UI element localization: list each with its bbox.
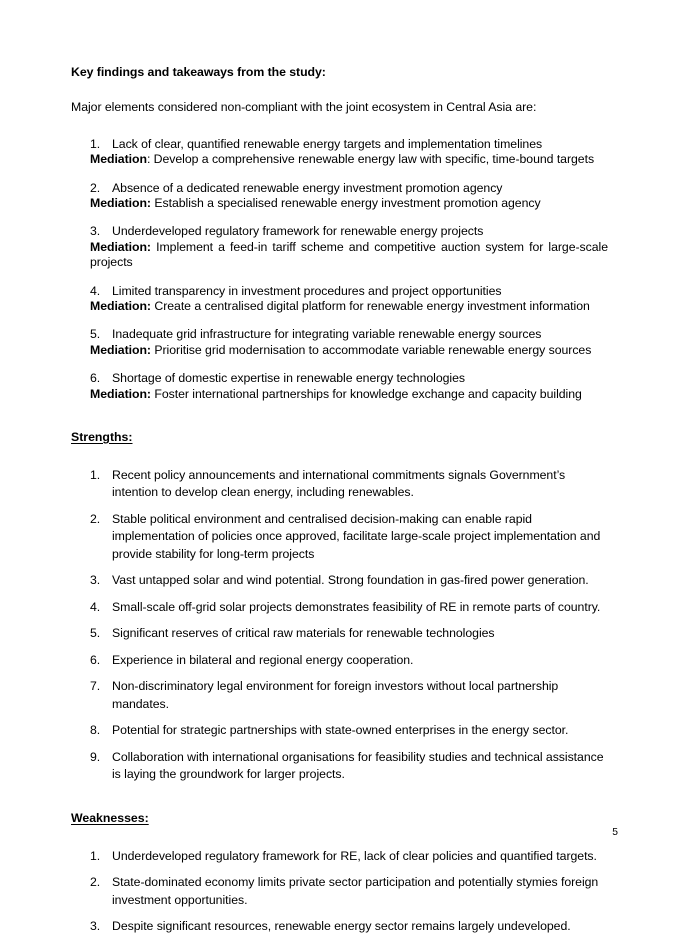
- list-item: [71, 722, 608, 740]
- list-item-number: 8.: [90, 723, 101, 738]
- list-item-text: Non-discriminatory legal environment for foreign investors without local partnership mandates.: [112, 679, 559, 711]
- finding-title: Inadequate grid infrastructure for integrating variable renewable energy sources: [112, 327, 542, 342]
- list-item-number: 1.: [90, 136, 101, 151]
- list-item: [71, 918, 608, 936]
- mediation-label: Mediation:: [90, 298, 151, 313]
- list-item: [71, 678, 608, 713]
- list-item-text: Collaboration with international organisations for feasibility studies and technical assistance is laying the groundwork for larger projects.: [112, 749, 604, 782]
- page-number: 5: [612, 826, 618, 838]
- weaknesses-list: [71, 848, 608, 936]
- spacer: [71, 827, 608, 848]
- list-item: [71, 284, 608, 314]
- weaknesses-heading: Weaknesses:: [71, 810, 149, 825]
- list-item-number: 5.: [90, 626, 101, 641]
- mediation-label: Mediation:: [90, 239, 151, 254]
- list-item: [71, 137, 608, 167]
- finding-title: Limited transparency in investment procedures and project opportunities: [112, 283, 502, 298]
- list-item: [71, 848, 608, 866]
- mediation-label: Mediation:: [90, 195, 151, 210]
- mediation-text: Implement a feed-in tariff scheme and competitive auction system for large-scale projects: [90, 239, 608, 269]
- list-item-number: 7.: [90, 679, 101, 694]
- list-item: [71, 572, 608, 590]
- list-item: [71, 224, 608, 270]
- list-item: [71, 181, 608, 211]
- list-item-number: 3.: [90, 573, 101, 588]
- list-item: [71, 749, 608, 784]
- list-item-number: 2.: [90, 511, 101, 526]
- list-item-number: 4.: [90, 283, 101, 298]
- spacer: [71, 784, 608, 809]
- page-title: Key findings and takeaways from the study:: [71, 65, 326, 79]
- list-item-number: 5.: [90, 327, 101, 342]
- mediation-text: Establish a specialised renewable energy investment promotion agency: [154, 195, 541, 210]
- list-item-text: Vast untapped solar and wind potential. Strong foundation in gas-fired power generation.: [112, 573, 589, 588]
- list-item: [71, 511, 608, 564]
- list-item-text: Despite significant resources, renewable energy sector remains largely undeveloped.: [112, 919, 571, 934]
- mediation-text: Develop a comprehensive renewable energy law with specific, time-bound targets: [153, 151, 595, 166]
- weaknesses-heading-block: [71, 809, 608, 827]
- list-item-number: 1.: [90, 848, 101, 863]
- list-item-text: Experience in bilateral and regional energy cooperation.: [112, 652, 414, 667]
- intro-paragraph: Major elements considered non-compliant with the joint ecosystem in Central Asia are:: [71, 100, 537, 115]
- list-item-number: 3.: [90, 224, 101, 239]
- list-item: [71, 652, 608, 670]
- spacer: [71, 446, 608, 467]
- mediation-label: Mediation: [90, 151, 147, 166]
- list-item: [71, 599, 608, 617]
- finding-mediation: [90, 152, 608, 167]
- document-body: [71, 66, 608, 936]
- list-item-text: Small-scale off-grid solar projects demonstrates feasibility of RE in remote parts of country.: [112, 599, 601, 614]
- spacer: [71, 402, 608, 428]
- mediation-label: Mediation:: [90, 342, 151, 357]
- finding-title: Absence of a dedicated renewable energy investment promotion agency: [112, 180, 503, 195]
- finding-title: Underdeveloped regulatory framework for renewable energy projects: [112, 224, 484, 239]
- strengths-list: [71, 467, 608, 784]
- list-item: [71, 625, 608, 643]
- list-item-text: State-dominated economy limits private sector participation and potentially stymies foreign investment opportunities.: [112, 875, 599, 907]
- mediation-text: Foster international partnerships for knowledge exchange and capacity building: [154, 386, 582, 401]
- strengths-heading: Strengths:: [71, 429, 133, 444]
- findings-list: [71, 137, 608, 402]
- list-item-text: Recent policy announcements and international commitments signals Government’s intention to develop clean energy, including renewables.: [112, 467, 566, 500]
- list-item-number: 1.: [90, 467, 101, 482]
- finding-mediation: [90, 196, 608, 211]
- list-item-text: Stable political environment and centralised decision-making can enable rapid implementation of policies once approved, facilitate large-scale project implementation and provide stability for long-term projects: [112, 511, 601, 561]
- list-item: [71, 327, 608, 357]
- list-item-number: 3.: [90, 919, 101, 934]
- finding-mediation: [90, 343, 608, 358]
- mediation-text: Create a centralised digital platform for renewable energy investment information: [154, 298, 590, 313]
- mediation-label: Mediation:: [90, 386, 151, 401]
- mediation-text: Prioritise grid modernisation to accommodate variable renewable energy sources: [154, 342, 592, 357]
- mediation-separator: :: [146, 151, 154, 166]
- finding-title: Lack of clear, quantified renewable energy targets and implementation timelines: [112, 136, 543, 151]
- list-item-number: 2.: [90, 180, 101, 195]
- finding-mediation: [90, 240, 608, 270]
- list-item: [71, 371, 608, 401]
- list-item-number: 6.: [90, 371, 101, 386]
- list-item: [71, 467, 608, 502]
- list-item-number: 2.: [90, 875, 101, 890]
- strengths-heading-block: [71, 428, 608, 446]
- finding-mediation: [90, 299, 608, 314]
- list-item-number: 4.: [90, 599, 101, 614]
- finding-mediation: [90, 387, 608, 402]
- list-item-text: Significant reserves of critical raw materials for renewable technologies: [112, 626, 495, 641]
- list-item: [71, 874, 608, 909]
- list-item-text: Underdeveloped regulatory framework for RE, lack of clear policies and quantified targets.: [112, 848, 597, 863]
- list-item-text: Potential for strategic partnerships with state-owned enterprises in the energy sector.: [112, 723, 569, 738]
- list-item-number: 9.: [90, 749, 101, 764]
- list-item-number: 6.: [90, 652, 101, 667]
- finding-title: Shortage of domestic expertise in renewable energy technologies: [112, 371, 465, 386]
